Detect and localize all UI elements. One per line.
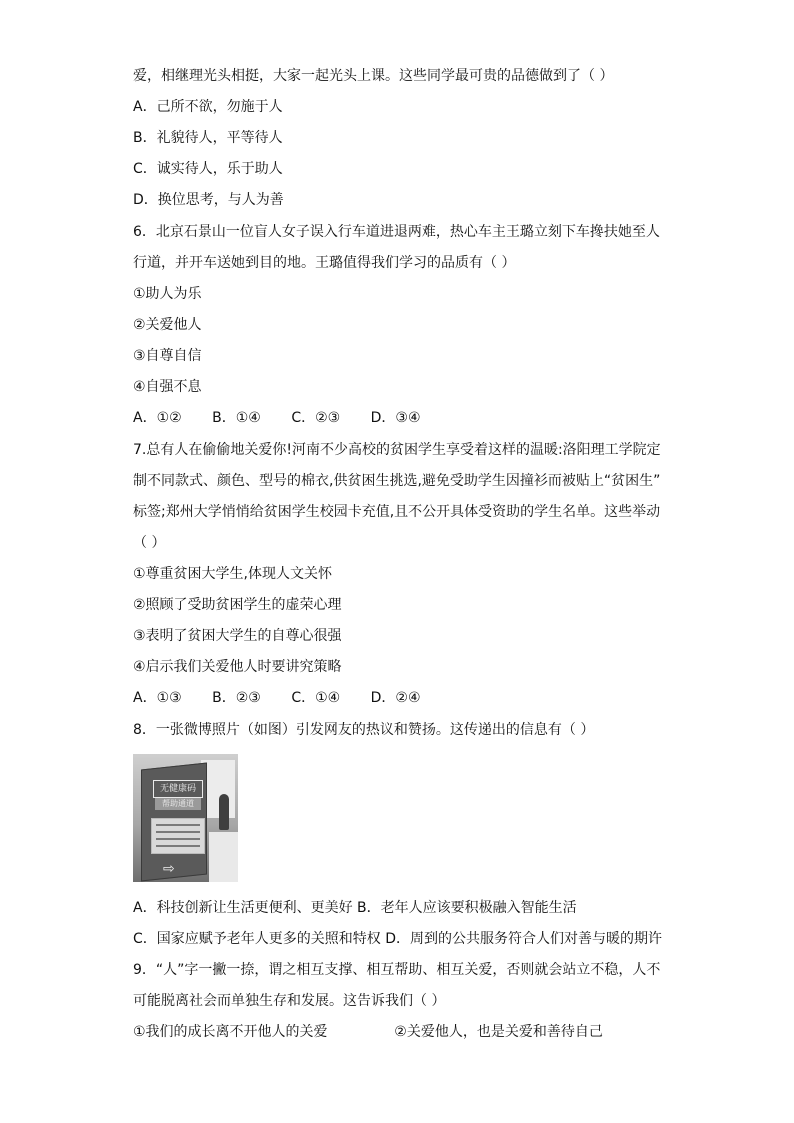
q6-statement-3: ③自尊自信 bbox=[133, 348, 202, 364]
q7-choices bbox=[133, 688, 663, 708]
q6-statement-4: ④自强不息 bbox=[133, 379, 202, 395]
q7-statement-4: ④启示我们关爱他人时要讲究策略 bbox=[133, 659, 342, 675]
q7-choice-c: C．①④ bbox=[291, 690, 341, 706]
q7-choice-a: A．①③ bbox=[133, 690, 182, 706]
q7-statement-3: ③表明了贫困大学生的自尊心很强 bbox=[133, 628, 342, 644]
q8-options-line-1: A．科技创新让生活更便利、更美好 B．老年人应该要积极融入智能生活 bbox=[133, 900, 577, 916]
q9-stem-line-2: 可能脱离社会而单独生存和发展。这告诉我们（ ） bbox=[133, 993, 446, 1009]
photo-sign-subtitle: 帮助通道 bbox=[155, 798, 201, 810]
q8-options-line-2: C．国家应赋予老年人更多的关照和特权 D．周到的公共服务符合人们对善与暖的期许 bbox=[133, 931, 663, 947]
q5-option-c: C．诚实待人，乐于助人 bbox=[133, 161, 283, 177]
q6-stem-line-1: 6．北京石景山一位盲人女子误入行车道进退两难，热心车主王璐立刻下车搀扶她至人 bbox=[133, 224, 660, 240]
q5-option-a: A．己所不欲，勿施于人 bbox=[133, 99, 283, 115]
q7-statement-2: ②照顾了受助贫困学生的虚荣心理 bbox=[133, 597, 342, 613]
q5-option-b: B．礼貌待人，平等待人 bbox=[133, 130, 283, 146]
q6-choice-d: D．③④ bbox=[370, 410, 421, 426]
q5-stem-tail: 爱，相继理光头相挺，大家一起光头上课。这些同学最可贵的品德做到了（ ） bbox=[133, 68, 614, 84]
photo-glare bbox=[209, 832, 238, 882]
q8-stem: 8．一张微博照片（如图）引发网友的热议和赞扬。这传递出的信息有（ ） bbox=[133, 722, 595, 738]
q7-stem-line-3: 标签;郑州大学悄悄给贫困学生校园卡充值,且不公开具体受资助的学生名单。这些举动 bbox=[133, 504, 661, 520]
q7-stem-line-1: 7.总有人在偷偷地关爱你!河南不少高校的贫困学生享受着这样的温暖:洛阳理工学院定 bbox=[133, 442, 661, 458]
q9-stem-line-1: 9．“人”字一撇一捺，谓之相互支撑、相互帮助、相互关爱，否则就会站立不稳，人不 bbox=[133, 962, 661, 978]
photo-notice-panel bbox=[151, 818, 205, 854]
q6-choice-a: A．①② bbox=[133, 410, 182, 426]
q6-choice-b: B．①④ bbox=[212, 410, 261, 426]
photo-sign-title: 无健康码 bbox=[153, 780, 203, 798]
q7-choice-b: B．②③ bbox=[212, 690, 261, 706]
q5-option-d: D．换位思考，与人为善 bbox=[133, 192, 284, 208]
arrow-right-icon: ⇨ bbox=[163, 861, 175, 877]
q6-statement-2: ②关爱他人 bbox=[133, 317, 202, 333]
q7-choice-d: D．②④ bbox=[370, 690, 421, 706]
q7-statement-1: ①尊重贫困大学生,体现人文关怀 bbox=[133, 566, 333, 582]
weibo-photo bbox=[133, 754, 238, 882]
photo-person bbox=[219, 794, 229, 830]
q7-stem-line-2: 制不同款式、颜色、型号的棉衣,供贫困生挑选,避免受助学生因撞衫而被贴上“贫困生” bbox=[133, 473, 661, 489]
q7-stem-line-4: （ ） bbox=[133, 535, 166, 551]
q6-stem-line-2: 行道，并开车送她到目的地。王璐值得我们学习的品质有（ ） bbox=[133, 255, 516, 271]
q6-choice-c: C．②③ bbox=[291, 410, 341, 426]
q6-statement-1: ①助人为乐 bbox=[133, 286, 202, 302]
q9-statements: ①我们的成长离不开他人的关爱 ②关爱他人，也是关爱和善待自己 bbox=[133, 1024, 603, 1040]
q6-choices bbox=[133, 408, 663, 428]
